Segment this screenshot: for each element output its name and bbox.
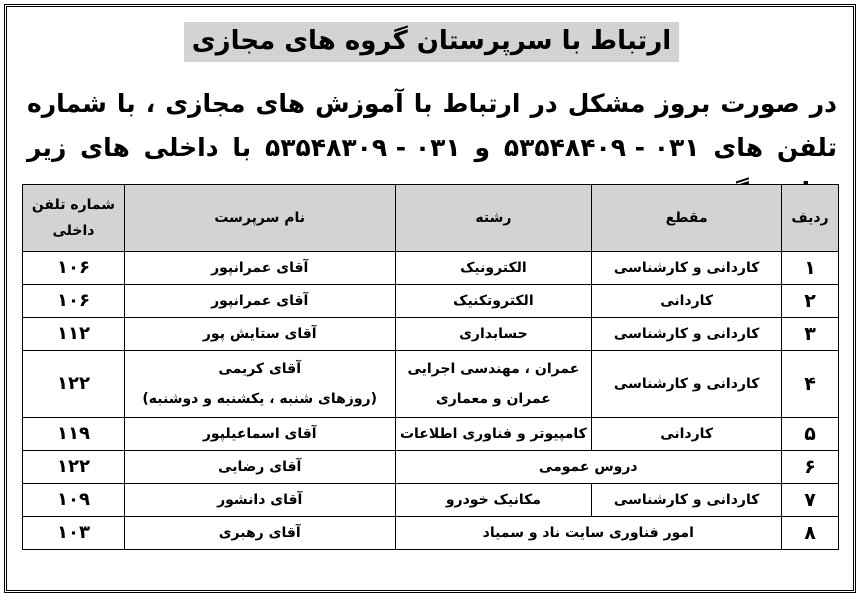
header-extension (23, 185, 125, 252)
supervisors-table (22, 184, 839, 550)
extension-cell: ۱۲۲ (23, 451, 125, 484)
extension-cell: ۱۱۲ (23, 318, 125, 351)
merged-cell: دروس عمومی (395, 451, 782, 484)
row-number: ۴ (782, 351, 839, 418)
row-number: ۳ (782, 318, 839, 351)
field-cell: مکانیک خودرو (395, 484, 592, 517)
table-row (23, 318, 839, 351)
header-level: مقطع (592, 185, 782, 252)
extension-cell: ۱۰۳ (23, 517, 125, 550)
row-number: ۱ (782, 252, 839, 285)
header-extension-line2: داخلی (52, 223, 95, 239)
header-field: رشته (395, 185, 592, 252)
merged-cell: امور فناوری سایت ناد و سمیاد (395, 517, 782, 550)
field-cell: الکترونیک (395, 252, 592, 285)
extension-cell: ۱۲۲ (23, 351, 125, 418)
intro-text-after: با داخلی های زیر (27, 133, 252, 162)
header-supervisor: نام سرپرست (124, 185, 395, 252)
field-cell-line2: عمران و معماری (435, 391, 551, 407)
supervisor-cell: آقای اسماعیلپور (124, 418, 395, 451)
row-number: ۸ (782, 517, 839, 550)
header-extension-line1: شماره تلفن (31, 197, 116, 213)
supervisor-cell: آقای عمرانپور (124, 252, 395, 285)
table-row (23, 484, 839, 517)
table-row (23, 351, 839, 418)
table-row (23, 252, 839, 285)
page-title: ارتباط با سرپرستان گروه های مجازی (184, 22, 679, 62)
field-cell (395, 351, 592, 418)
extension-cell: ۱۰۶ (23, 285, 125, 318)
level-cell: کاردانی (592, 285, 782, 318)
supervisor-cell: آقای رضایی (124, 451, 395, 484)
row-number: ۵ (782, 418, 839, 451)
phone-number-2: ۵۳۵۴۸۳۰۹ - ۰۳۱ (265, 133, 461, 162)
level-cell: کاردانی و کارشناسی (592, 351, 782, 418)
title-container (0, 22, 863, 62)
table-row (23, 451, 839, 484)
extension-cell: ۱۰۶ (23, 252, 125, 285)
table-row (23, 285, 839, 318)
supervisor-cell-line2: (روزهای شنبه ، یکشنبه و دوشنبه) (142, 391, 378, 407)
header-row-number: ردیف (782, 185, 839, 252)
phone-number-1: ۵۳۵۴۸۴۰۹ - ۰۳۱ (503, 133, 700, 162)
supervisor-cell: آقای دانشور (124, 484, 395, 517)
extension-cell: ۱۰۹ (23, 484, 125, 517)
extension-cell: ۱۱۹ (23, 418, 125, 451)
row-number: ۶ (782, 451, 839, 484)
level-cell: کاردانی و کارشناسی (592, 252, 782, 285)
table-row (23, 418, 839, 451)
level-cell: کاردانی و کارشناسی (592, 318, 782, 351)
supervisor-cell: آقای عمرانپور (124, 285, 395, 318)
field-cell: حسابداری (395, 318, 592, 351)
intro-joiner: و (474, 133, 491, 162)
table-row (23, 517, 839, 550)
row-number: ۲ (782, 285, 839, 318)
intro-text-before: در صورت بروز مشکل در ارتباط با آموزش های مجازی ، با شماره تلفن های (27, 89, 837, 162)
level-cell: کاردانی و کارشناسی (592, 484, 782, 517)
supervisor-cell (124, 351, 395, 418)
supervisor-cell: آقای ستایش پور (124, 318, 395, 351)
field-cell: کامپیوتر و فناوری اطلاعات (395, 418, 592, 451)
row-number: ۷ (782, 484, 839, 517)
supervisor-cell-line1: آقای کریمی (218, 361, 301, 377)
level-cell: کاردانی (592, 418, 782, 451)
field-cell-line1: عمران ، مهندسی اجرایی (407, 361, 580, 377)
supervisor-cell: آقای رهبری (124, 517, 395, 550)
field-cell: الکتروتکنیک (395, 285, 592, 318)
table-header-row (23, 185, 839, 252)
